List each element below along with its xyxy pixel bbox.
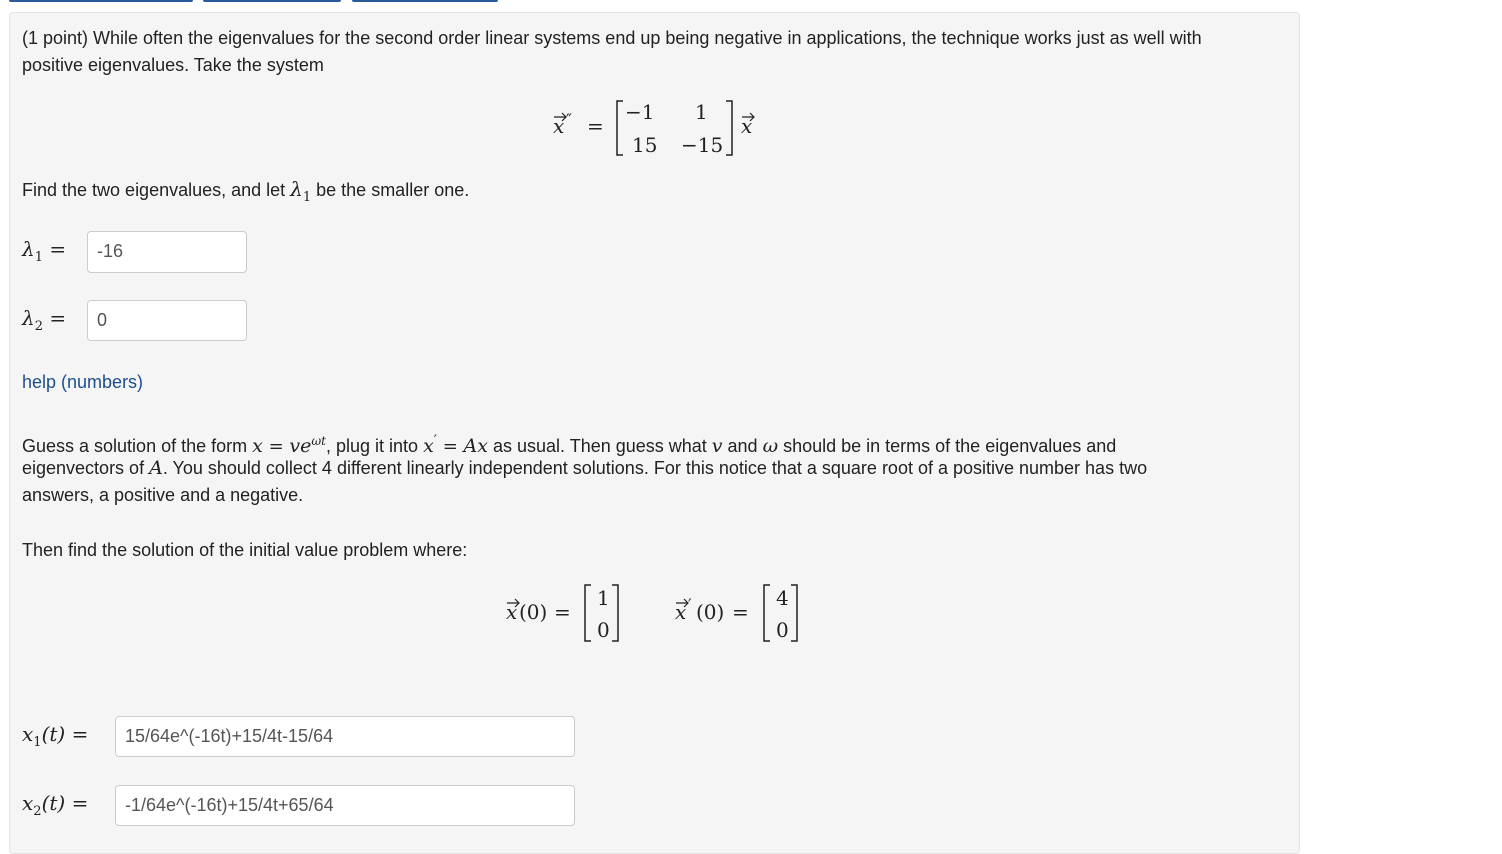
svg-text:=: = xyxy=(554,600,571,624)
lambda-2-label: $\lambda_2$ = xyxy=(22,306,67,334)
ivp-text: Then find the solution of the initial value problem where: xyxy=(22,540,468,560)
x0-top: 1 xyxy=(597,586,610,610)
tab-indicator-2[interactable] xyxy=(203,0,341,2)
x2-label: $x_2(t)$ = xyxy=(22,791,89,819)
find-eigenvalues-text: Find the two eigenvalues, and let $\lambda_1$ be the smaller one. xyxy=(22,177,470,205)
lambda-1-label: $\lambda_1$ = xyxy=(22,237,67,265)
double-prime-symbol: ″ xyxy=(566,110,572,129)
system-equation xyxy=(545,95,770,160)
v-vector-inline: v xyxy=(289,435,301,457)
tab-indicator-1[interactable] xyxy=(9,0,193,2)
lambda-1-inline: $\lambda_1$ xyxy=(290,177,312,205)
lambda-1-input[interactable]: -16 xyxy=(87,231,247,273)
guess-line-1: Guess a solution of the form $x = ve^{\omega t}$, plug it into x′ = Ax as usual. Then guess what v and ω should be in terms of the eigenvalues and xyxy=(22,433,1117,457)
intro-line-1: (1 point) While often the eigenvalues for the second order linear systems end up being negative in applications, the technique works just as well with xyxy=(22,28,1202,48)
svg-text:x: x xyxy=(506,600,518,624)
help-numbers-link[interactable]: help (numbers) xyxy=(22,372,144,392)
initial-conditions xyxy=(500,580,810,646)
svg-text:(0): (0) xyxy=(519,600,548,624)
lambda-2-input[interactable]: 0 xyxy=(87,300,247,341)
intro-line-2: positive eigenvalues. Take the system xyxy=(22,55,324,75)
x-vector-symbol: x xyxy=(553,114,565,138)
x-vector-inline: x xyxy=(252,435,263,457)
matrix-a12: 1 xyxy=(695,100,708,124)
guess-line-3: answers, a positive and a negative. xyxy=(22,485,304,505)
svg-text:(0): (0) xyxy=(696,600,725,624)
equals-sign: = xyxy=(587,114,604,138)
matrix-a11: −1 xyxy=(625,100,655,124)
x2-input[interactable]: -1/64e^(-16t)+15/4t+65/64 xyxy=(115,785,575,826)
svg-text:x: x xyxy=(675,600,687,624)
matrix-a21: 15 xyxy=(632,133,658,157)
svg-text:′: ′ xyxy=(688,595,692,614)
svg-text:=: = xyxy=(732,600,749,624)
xp0-top: 4 xyxy=(776,586,789,610)
right-bracket xyxy=(726,101,732,155)
x1-input[interactable]: 15/64e^(-16t)+15/4t-15/64 xyxy=(115,716,575,757)
guess-line-2: eigenvectors of A. You should collect 4 different linearly independent solutions. For this notice that a square root of a positive number has two xyxy=(22,457,1148,479)
x0-bottom: 0 xyxy=(597,618,610,642)
matrix-a22: −15 xyxy=(681,133,724,157)
left-bracket xyxy=(617,101,623,155)
x-vector-symbol-rhs: x xyxy=(741,114,753,138)
x1-label: $x_1(t)$ = xyxy=(22,722,89,750)
tab-indicator-3[interactable] xyxy=(352,0,498,2)
xp0-bottom: 0 xyxy=(776,618,789,642)
